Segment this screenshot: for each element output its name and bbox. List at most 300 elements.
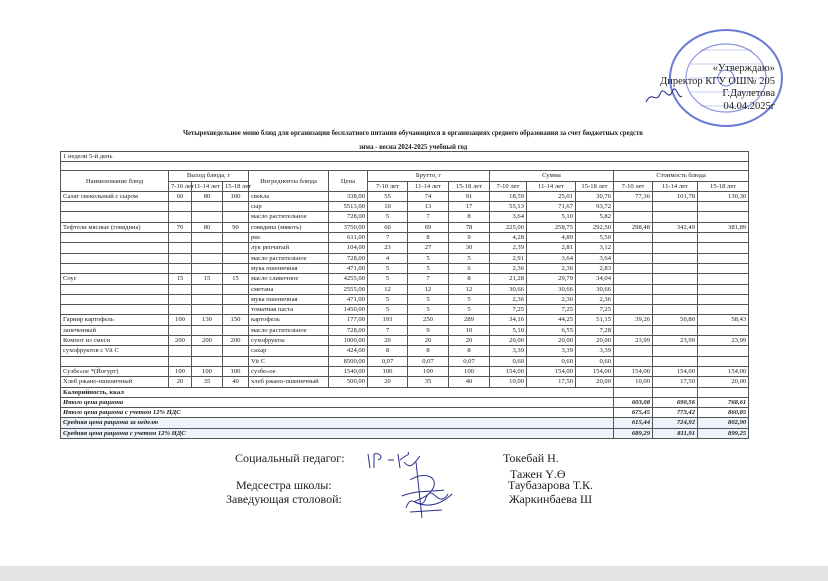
sum-cell: 3,39 [490,346,527,356]
title-line-1: Четырехнедельное меню блюд для организации бесплатного питания обучающихся в организациях среднего образования за счет бюджетных средств [183,130,643,137]
output-cell [169,346,192,356]
gross-cell: 8 [449,274,490,284]
total-value: 768,61 [698,397,749,407]
total-value: 690,56 [653,397,698,407]
total-value: 860,85 [698,408,749,418]
output-cell [223,253,249,263]
sum-cell: 5,50 [576,233,614,243]
gross-cell: 69 [408,222,449,232]
cost-cell [653,305,698,315]
output-cell [169,294,192,304]
output-cell [223,325,249,335]
ingredient-name: мука пшеничная [249,263,329,273]
ingredient-name: мука пшеничная [249,294,329,304]
signer-name: Жаркинбаева Ш [509,492,593,506]
ingredient-name: масло растительное [249,253,329,263]
cost-cell [698,325,749,335]
cost-cell [698,263,749,273]
sum-cell: 2,39 [490,243,527,253]
gross-cell: 8 [368,346,408,356]
price-cell: 8500,00 [329,356,368,366]
sum-cell: 3,39 [576,346,614,356]
approval-line: «Утверждаю» [712,63,775,74]
gross-cell: 8 [449,346,490,356]
output-cell: 20 [169,377,192,387]
gross-cell: 9 [449,233,490,243]
calories-cell [653,387,698,397]
signer-name: Тажен Ү.Ө [510,467,566,481]
ingredient-name: масло сливочное [249,274,329,284]
sum-cell: 2,83 [576,263,614,273]
cost-cell [614,212,653,222]
sum-cell: 30,76 [576,191,614,201]
sum-cell: 7,25 [576,305,614,315]
sum-cell: 18,59 [490,191,527,201]
gross-cell: 5 [408,253,449,263]
gross-cell: 0,07 [368,356,408,366]
header-cost-age-1: 7-10 лет [614,181,653,191]
sum-cell: 71,67 [527,202,576,212]
output-cell: 200 [192,336,223,346]
cost-cell: 39,26 [614,315,653,325]
price-cell: 471,00 [329,263,368,273]
gross-cell: 91 [449,191,490,201]
dish-name: Салат свекольный с сыром [61,191,169,201]
cost-cell: 298,48 [614,222,653,232]
sum-cell: 44,25 [527,315,576,325]
dish-name: Соус [61,274,169,284]
header-ingredients: Ингредиенты блюда [249,171,329,192]
cost-cell [653,346,698,356]
sum-cell: 30,66 [576,284,614,294]
header-gross-age-3: 15-18 лет [449,181,490,191]
cost-cell [698,346,749,356]
header-output-age-2: 11-14 лет [192,181,223,191]
output-cell [169,253,192,263]
output-cell [169,202,192,212]
dish-name [61,233,169,243]
output-cell [192,263,223,273]
sum-cell: 3,12 [576,243,614,253]
output-cell [192,346,223,356]
dish-name: Тефтели мясные (говядина) [61,222,169,232]
sum-cell: 4,28 [490,233,527,243]
output-cell: 100 [223,366,249,376]
sum-cell: 21,28 [490,274,527,284]
output-cell: 150 [223,315,249,325]
gross-cell: 5 [449,305,490,315]
gross-cell: 5 [408,305,449,315]
gross-cell: 5 [368,212,408,222]
gross-cell: 10 [449,325,490,335]
cost-cell [653,263,698,273]
gross-cell: 20 [408,336,449,346]
gross-cell: 5 [449,253,490,263]
ingredient-name: говядина (мякоть) [249,222,329,232]
table-row [61,274,749,284]
output-cell: 80 [192,222,223,232]
gross-cell: 7 [368,233,408,243]
spacer-row [61,162,749,171]
gross-cell: 17 [449,202,490,212]
cost-cell [698,253,749,263]
sum-cell: 34,16 [490,315,527,325]
cost-cell: 23,99 [614,336,653,346]
output-cell [223,356,249,366]
gross-cell: 55 [368,191,408,201]
cost-cell [614,356,653,366]
gross-cell: 5 [368,305,408,315]
dish-name [61,284,169,294]
approval-block [625,63,775,112]
cost-cell: 58,43 [698,315,749,325]
sum-cell: 5,10 [490,325,527,335]
ingredient-name: сухофрукты [249,336,329,346]
ingredient-name: свекла [249,191,329,201]
sum-cell: 2,36 [490,263,527,273]
cost-cell [653,325,698,335]
cost-cell [653,274,698,284]
cost-cell [614,294,653,304]
dish-name [61,294,169,304]
cost-cell [653,294,698,304]
gross-cell: 5 [408,294,449,304]
header-gross-age-2: 11-14 лет [408,181,449,191]
output-cell [223,284,249,294]
cost-cell [653,243,698,253]
output-cell [192,212,223,222]
total-label: Итого цена рациона с учетом 12% НДС [61,408,614,418]
sum-cell: 30,66 [527,284,576,294]
gross-cell: 100 [368,366,408,376]
ingredient-name: сыр [249,202,329,212]
output-cell: 70 [169,222,192,232]
header-dish: Наименование блюд [61,171,169,192]
price-cell: 4255,00 [329,274,368,284]
ingredient-name: хлеб ржано-пшеничный [249,377,329,387]
header-sum: Сумма [490,171,614,181]
total-row [61,428,749,438]
output-cell [223,263,249,273]
table-row [61,366,749,376]
cost-cell [698,202,749,212]
gross-cell: 193 [368,315,408,325]
output-cell [223,243,249,253]
table-row [61,294,749,304]
sum-cell: 2,36 [527,263,576,273]
sum-cell: 25,01 [527,191,576,201]
gross-cell: 12 [449,284,490,294]
sum-cell: 93,72 [576,202,614,212]
price-cell: 424,00 [329,346,368,356]
output-cell [223,305,249,315]
sum-cell: 30,66 [490,284,527,294]
sum-cell: 6,55 [527,325,576,335]
gross-cell: 100 [449,366,490,376]
cost-cell: 130,30 [698,191,749,201]
sum-cell: 4,89 [527,233,576,243]
table-row [61,253,749,263]
header-gross: Брутто, г [368,171,490,181]
menu-table [60,151,749,439]
table-row [61,346,749,356]
sum-cell: 7,28 [576,325,614,335]
cost-cell [653,253,698,263]
output-cell: 90 [223,222,249,232]
calories-row [61,387,749,397]
total-value: 615,44 [614,418,653,428]
calories-cell [698,387,749,397]
cost-cell: 154,00 [653,366,698,376]
cost-cell: 20,00 [698,377,749,387]
sum-cell: 7,25 [527,305,576,315]
gross-cell: 9 [408,325,449,335]
gross-cell: 7 [408,274,449,284]
sum-cell: 2,36 [576,294,614,304]
ingredient-name: сузбе»ое [249,366,329,376]
output-cell [169,325,192,335]
ingredient-name: масло растительное [249,212,329,222]
table-row [61,305,749,315]
total-value: 724,92 [653,418,698,428]
gross-cell: 5 [368,294,408,304]
total-label: Средняя цена рациона с учетом 12% НДС [61,428,614,438]
dish-name: запеченный [61,325,169,335]
cost-cell [698,212,749,222]
sum-cell: 20,00 [490,336,527,346]
ingredient-name: рис [249,233,329,243]
cost-cell [614,202,653,212]
approval-date: 04.04.2025г [723,100,775,112]
cost-cell: 23,99 [653,336,698,346]
gross-cell: 4 [368,253,408,263]
sum-cell: 51,15 [576,315,614,325]
table-row [61,325,749,335]
output-cell: 35 [192,377,223,387]
total-value: 802,90 [698,418,749,428]
table-row [61,315,749,325]
output-cell [192,356,223,366]
cost-cell: 381,89 [698,222,749,232]
gross-cell: 5 [408,263,449,273]
total-row [61,397,749,407]
cost-cell [614,253,653,263]
table-row [61,284,749,294]
output-cell: 100 [169,315,192,325]
title-line-2: зима - весна 2024-2025 учебный год [358,144,468,151]
cost-cell [653,284,698,294]
price-cell: 611,00 [329,233,368,243]
total-value: 811,91 [653,428,698,438]
output-cell [169,243,192,253]
total-value: 773,42 [653,408,698,418]
cost-cell [614,243,653,253]
cost-cell: 77,36 [614,191,653,201]
gross-cell: 6 [449,263,490,273]
header-cost-age-3: 15-18 лет [698,181,749,191]
cost-cell: 50,80 [653,315,698,325]
gross-cell: 5 [368,263,408,273]
sum-cell: 20,00 [576,336,614,346]
price-cell: 338,00 [329,191,368,201]
output-cell [169,233,192,243]
price-cell: 1540,00 [329,366,368,376]
cost-cell [698,284,749,294]
gross-cell: 5 [449,294,490,304]
output-cell: 60 [169,191,192,201]
sum-cell: 154,00 [490,366,527,376]
sum-cell: 29,79 [527,274,576,284]
cost-cell: 154,00 [698,366,749,376]
output-cell [192,202,223,212]
gross-cell: 7 [368,325,408,335]
sum-cell: 3,64 [527,253,576,263]
table-row [61,336,749,346]
output-cell [223,233,249,243]
ingredient-name: томатная паста [249,305,329,315]
canteen-manager-signature [402,488,452,516]
sum-cell: 225,00 [490,222,527,232]
output-cell [169,212,192,222]
header-output-age-3: 15-18 лет [223,181,249,191]
output-cell: 40 [223,377,249,387]
cost-cell [614,305,653,315]
sum-cell: 10,00 [490,377,527,387]
cost-cell [614,233,653,243]
gross-cell: 8 [449,212,490,222]
cost-cell [614,284,653,294]
table-row [61,356,749,366]
gross-cell: 27 [408,243,449,253]
sum-cell: 0,60 [527,356,576,366]
output-cell: 100 [223,191,249,201]
ingredient-name: лук репчатый [249,243,329,253]
gross-cell: 0,07 [408,356,449,366]
ingredient-name: сахар [249,346,329,356]
sum-cell: 5,82 [576,212,614,222]
gross-cell: 20 [368,377,408,387]
cost-cell [698,356,749,366]
dish-name [61,356,169,366]
sum-cell: 3,64 [490,212,527,222]
cost-cell [653,233,698,243]
sum-cell: 3,64 [576,253,614,263]
gross-cell: 30 [449,243,490,253]
price-cell: 471,00 [329,294,368,304]
output-cell [169,263,192,273]
output-cell: 100 [169,366,192,376]
approval-name: Г.Даулетова [722,88,775,99]
gross-cell: 0,07 [449,356,490,366]
sum-cell: 20,00 [576,377,614,387]
gross-cell: 40 [449,377,490,387]
output-cell: 200 [223,336,249,346]
gross-cell: 20 [449,336,490,346]
dish-name [61,305,169,315]
dish-name [61,243,169,253]
output-cell: 15 [223,274,249,284]
ingredient-name: масло растительное [249,325,329,335]
output-cell: 100 [192,366,223,376]
sum-cell: 3,39 [527,346,576,356]
output-cell [192,325,223,335]
output-cell [192,284,223,294]
output-cell [192,253,223,263]
table-row [61,243,749,253]
price-cell: 500,00 [329,377,368,387]
cost-cell: 17,50 [653,377,698,387]
header-output-age-1: 7-10 лет [169,181,192,191]
signer-role: Медсестра школы: [236,478,332,492]
cost-cell [698,233,749,243]
output-cell: 80 [192,191,223,201]
header-sum-age-2: 11-14 лет [527,181,576,191]
cost-cell [653,202,698,212]
gross-cell: 35 [408,377,449,387]
cost-cell: 10,00 [614,377,653,387]
sum-cell: 55,13 [490,202,527,212]
signer-role: Заведующая столовой: [226,492,342,506]
gross-cell: 60 [368,222,408,232]
header-cost-age-2: 11-14 лет [653,181,698,191]
sum-cell: 2,36 [527,294,576,304]
total-row [61,418,749,428]
sum-cell: 5,10 [527,212,576,222]
dish-name: сухофруктов с Vit С [61,346,169,356]
output-cell: 130 [192,315,223,325]
gross-cell: 10 [368,202,408,212]
dish-name [61,253,169,263]
price-cell: 177,00 [329,315,368,325]
viewer-bottom-bar [0,566,828,581]
calories-cell [614,387,653,397]
dish-name: Гарнир картофель [61,315,169,325]
gross-cell: 78 [449,222,490,232]
dish-name [61,212,169,222]
output-cell: 200 [169,336,192,346]
sum-cell: 17,50 [527,377,576,387]
total-value: 603,08 [614,397,653,407]
header-price: Цена [329,171,368,192]
price-cell: 728,00 [329,212,368,222]
cost-cell [614,346,653,356]
output-cell [192,305,223,315]
output-cell [223,294,249,304]
sum-cell: 292,50 [576,222,614,232]
price-cell: 728,00 [329,325,368,335]
cost-cell [653,212,698,222]
gross-cell: 8 [408,233,449,243]
dish-name: Сузбе»ое *(Йогурт) [61,366,169,376]
gross-cell: 23 [368,243,408,253]
output-cell [223,202,249,212]
gross-cell: 289 [449,315,490,325]
output-cell: 15 [192,274,223,284]
table-row [61,222,749,232]
sum-cell: 2,36 [490,294,527,304]
approval-director: Директор КГУ ОШ№ 205 [660,75,775,87]
cost-cell [698,274,749,284]
output-cell [192,294,223,304]
header-gross-age-1: 7-10 лет [368,181,408,191]
cost-cell [698,243,749,253]
cost-cell [653,356,698,366]
sum-cell: 154,00 [527,366,576,376]
sum-cell: 154,00 [576,366,614,376]
table-row [61,377,749,387]
price-cell: 5513,00 [329,202,368,212]
output-cell [223,346,249,356]
